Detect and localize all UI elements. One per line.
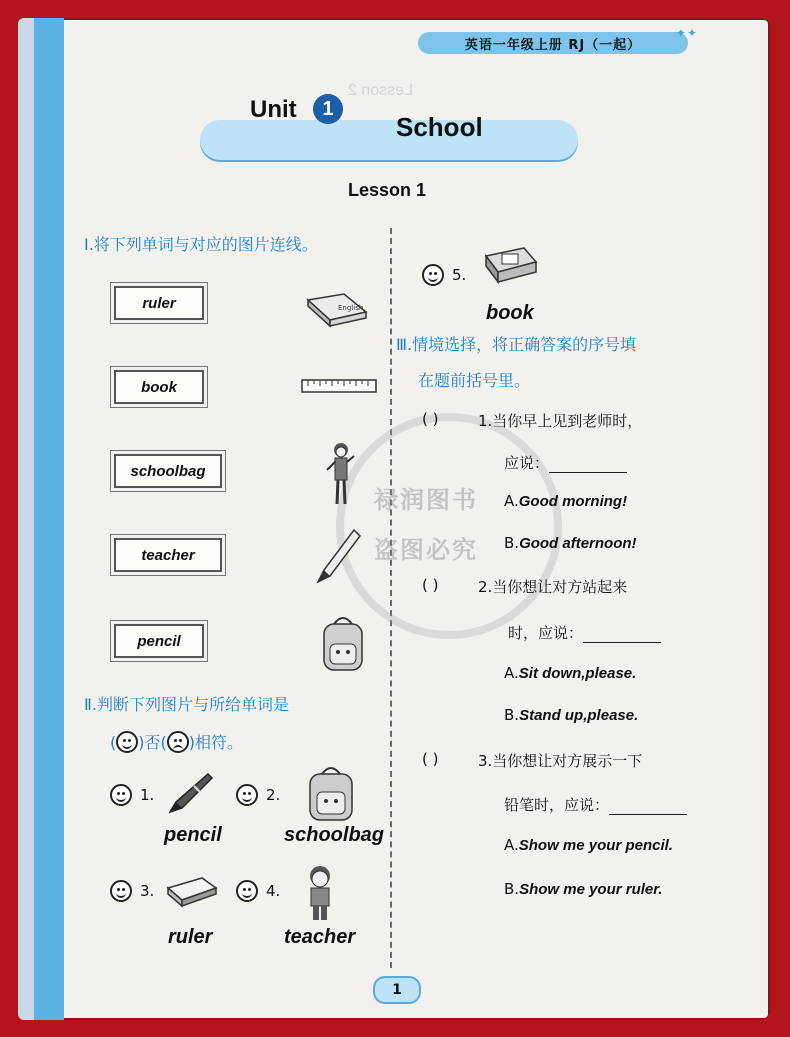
q2-blank[interactable] <box>583 628 661 643</box>
q1-b-text: Good afternoon! <box>519 535 637 552</box>
q3-stem-line1: 3.当你想让对方展示一下 <box>478 752 643 770</box>
unit-label: Unit <box>250 96 297 123</box>
q3-stem-text: 铅笔时，应说： <box>504 796 610 814</box>
q1-a-letter: A. <box>504 492 519 510</box>
q3-b-letter: B. <box>504 880 520 898</box>
word-box-teacher: teacher <box>114 538 222 572</box>
q1-option-a <box>504 492 627 510</box>
teacher-picture <box>324 440 358 510</box>
book-title: 英语一年级上册 RJ（一起） <box>464 37 642 53</box>
q3-option-a <box>504 836 673 854</box>
q1-stem-text: 应说： <box>504 454 550 472</box>
q2-a-text: Sit down,please. <box>518 665 637 682</box>
section2-heading-line2 <box>110 726 243 758</box>
answer-face-4[interactable] <box>236 880 258 902</box>
q3-answer-paren[interactable]: ( ) <box>422 750 439 768</box>
q2-answer-paren[interactable]: ( ) <box>422 576 439 594</box>
star-icon: ✦✦ <box>675 26 698 40</box>
book-icon <box>480 242 540 290</box>
watermark-line1: 禄润图书 <box>374 486 478 514</box>
item-number-2: 2. <box>266 786 281 804</box>
item-number-3: 3. <box>140 882 155 900</box>
word-box-schoolbag: schoolbag <box>114 454 222 488</box>
answer-face-5[interactable] <box>422 264 444 286</box>
workbook-page <box>18 18 770 1020</box>
section2-heading-line1: Ⅱ.判断下列图片与所给单词是 <box>84 695 289 714</box>
q2-stem-line2 <box>508 622 661 643</box>
margin-band <box>34 18 64 1020</box>
book-header <box>418 26 698 54</box>
section3-heading-line2: 在题前括号里。 <box>418 371 531 390</box>
q2-stem-line1: 2.当你想让对方站起来 <box>478 578 628 596</box>
schoolbag-picture <box>318 610 368 674</box>
q1-answer-paren[interactable]: ( ) <box>422 410 439 428</box>
caption-1: pencil <box>164 824 222 846</box>
pencil-picture <box>314 524 362 586</box>
page-spine <box>18 18 34 1020</box>
unit-title: School <box>396 112 483 142</box>
q3-option-b <box>504 880 662 898</box>
item-number-5: 5. <box>452 266 467 284</box>
eraser-icon <box>164 874 220 908</box>
heading-no-text: )否( <box>138 733 167 752</box>
show-through-text: Lesson 2 <box>348 82 413 99</box>
q2-stem-text: 时，应说： <box>508 624 584 642</box>
book-picture <box>304 290 370 330</box>
watermark-seal <box>336 413 562 639</box>
caption-4: teacher <box>284 926 356 948</box>
page-number: 1 <box>373 976 421 1004</box>
q3-b-text: Show me your ruler. <box>519 881 663 898</box>
boy-icon <box>300 864 340 924</box>
q3-a-text: Show me your pencil. <box>518 837 673 854</box>
caption-5: book <box>486 302 534 324</box>
smile-face-icon <box>116 731 138 753</box>
q1-stem-line1: 1.当你早上见到老师时， <box>478 412 643 430</box>
schoolbag-icon <box>304 760 360 824</box>
q2-a-letter: A. <box>504 664 519 682</box>
caption-3: ruler <box>168 926 213 948</box>
q1-stem-line2 <box>504 452 627 473</box>
q2-option-b <box>504 706 638 724</box>
q3-a-letter: A. <box>504 836 519 854</box>
item-number-1: 1. <box>140 786 155 804</box>
q2-b-text: Stand up,please. <box>519 707 639 724</box>
heading-open-paren: ( <box>110 733 117 752</box>
word-box-ruler: ruler <box>114 286 204 320</box>
section3-heading-line1: Ⅲ.情境选择，将正确答案的序号填 <box>396 335 637 354</box>
answer-face-2[interactable] <box>236 784 258 806</box>
answer-face-3[interactable] <box>110 880 132 902</box>
q1-a-text: Good morning! <box>518 493 628 510</box>
q2-b-letter: B. <box>504 706 520 724</box>
q1-option-b <box>504 534 637 552</box>
q2-option-a <box>504 664 636 682</box>
ruler-picture <box>300 376 380 396</box>
watermark-line2: 盗图必究 <box>374 536 478 564</box>
section1-heading: Ⅰ.将下列单词与对应的图片连线。 <box>84 235 318 254</box>
lesson-title: Lesson 1 <box>348 180 427 200</box>
svg-text:English: English <box>338 304 364 312</box>
q3-blank[interactable] <box>609 800 687 815</box>
answer-face-1[interactable] <box>110 784 132 806</box>
q1-blank[interactable] <box>549 458 627 473</box>
caption-2: schoolbag <box>284 824 385 846</box>
q3-stem-line2 <box>504 794 687 815</box>
unit-banner <box>200 120 578 160</box>
unit-number: 1 <box>313 94 343 124</box>
item-number-4: 4. <box>266 882 281 900</box>
word-box-book: book <box>114 370 204 404</box>
sad-face-icon <box>167 731 189 753</box>
q1-b-letter: B. <box>504 534 520 552</box>
heading-match-text: )相符。 <box>188 733 243 752</box>
word-box-pencil: pencil <box>114 624 204 658</box>
pen-icon <box>164 768 216 816</box>
